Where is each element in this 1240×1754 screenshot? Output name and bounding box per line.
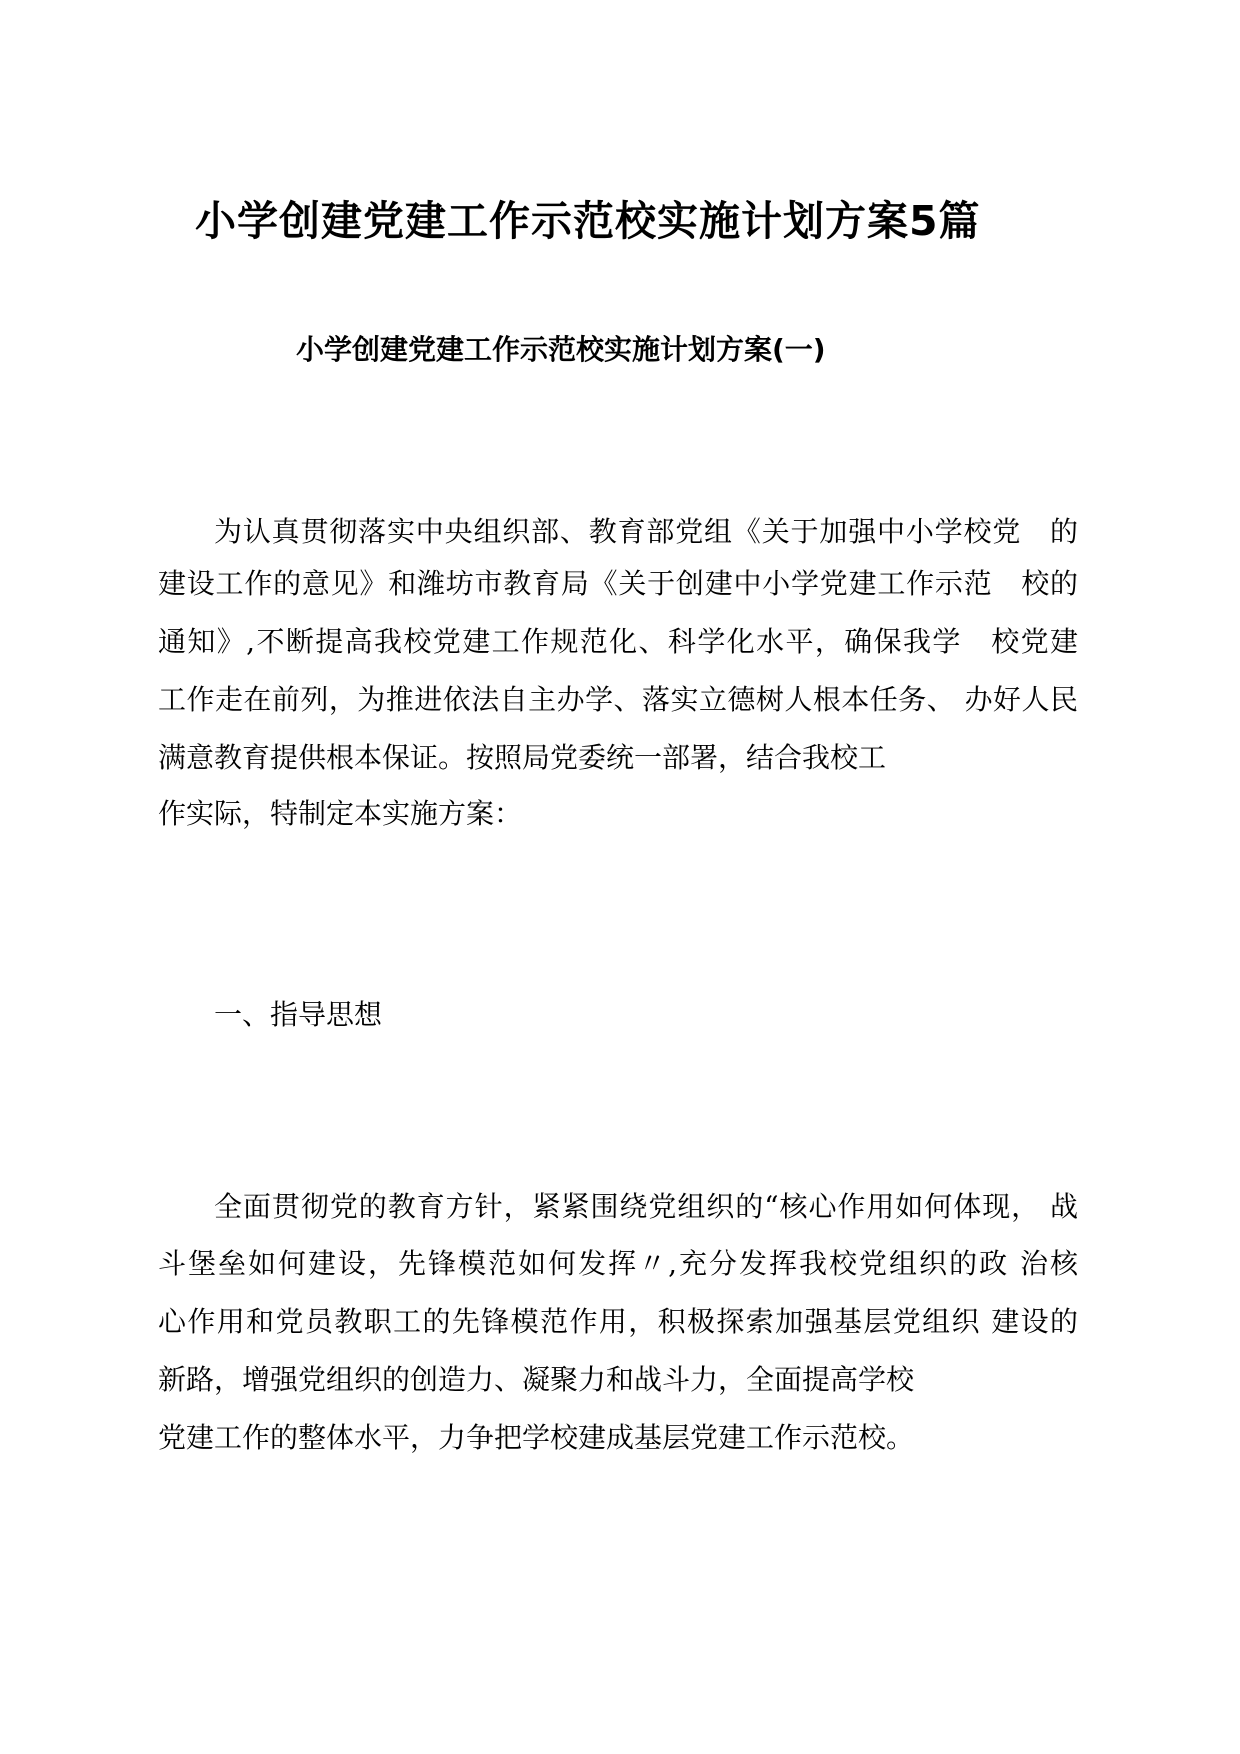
paragraph-line: 斗堡垒如何建设，先锋模范如何发挥〃,充分发挥我校党组织的政 治核 bbox=[158, 1247, 1078, 1280]
paragraph-line: 满意教育提供根本保证。按照局党委统一部署，结合我校工 bbox=[158, 741, 887, 774]
paragraph-line: 为认真贯彻落实中央组织部、教育部党组《关于加强中小学校党 的 bbox=[214, 515, 1078, 548]
section-heading: 一、指导思想 bbox=[214, 998, 383, 1031]
paragraph-line: 建设工作的意见》和潍坊市教育局《关于创建中小学党建工作示范 校的 bbox=[158, 567, 1078, 600]
paragraph-line: 党建工作的整体水平，力争把学校建成基层党建工作示范校。 bbox=[158, 1421, 915, 1454]
paragraph-line: 心作用和党员教职工的先锋模范作用，积极探索加强基层党组织 建设的 bbox=[158, 1305, 1078, 1338]
document-title: 小学创建党建工作示范校实施计划方案5篇 bbox=[195, 197, 981, 245]
paragraph-line: 工作走在前列，为推进依法自主办学、落实立德树人根本任务、 办好人民 bbox=[158, 683, 1078, 716]
paragraph-line: 全面贯彻党的教育方针，紧紧围绕党组织的“核心作用如何体现， 战 bbox=[214, 1190, 1078, 1223]
document-subtitle: 小学创建党建工作示范校实施计划方案(一) bbox=[296, 333, 826, 366]
paragraph-line: 通知》,不断提高我校党建工作规范化、科学化水平，确保我学 校党建 bbox=[158, 625, 1078, 658]
paragraph-line: 新路，增强党组织的创造力、凝聚力和战斗力，全面提高学校 bbox=[158, 1363, 915, 1396]
paragraph-line: 作实际，特制定本实施方案： bbox=[158, 797, 523, 830]
